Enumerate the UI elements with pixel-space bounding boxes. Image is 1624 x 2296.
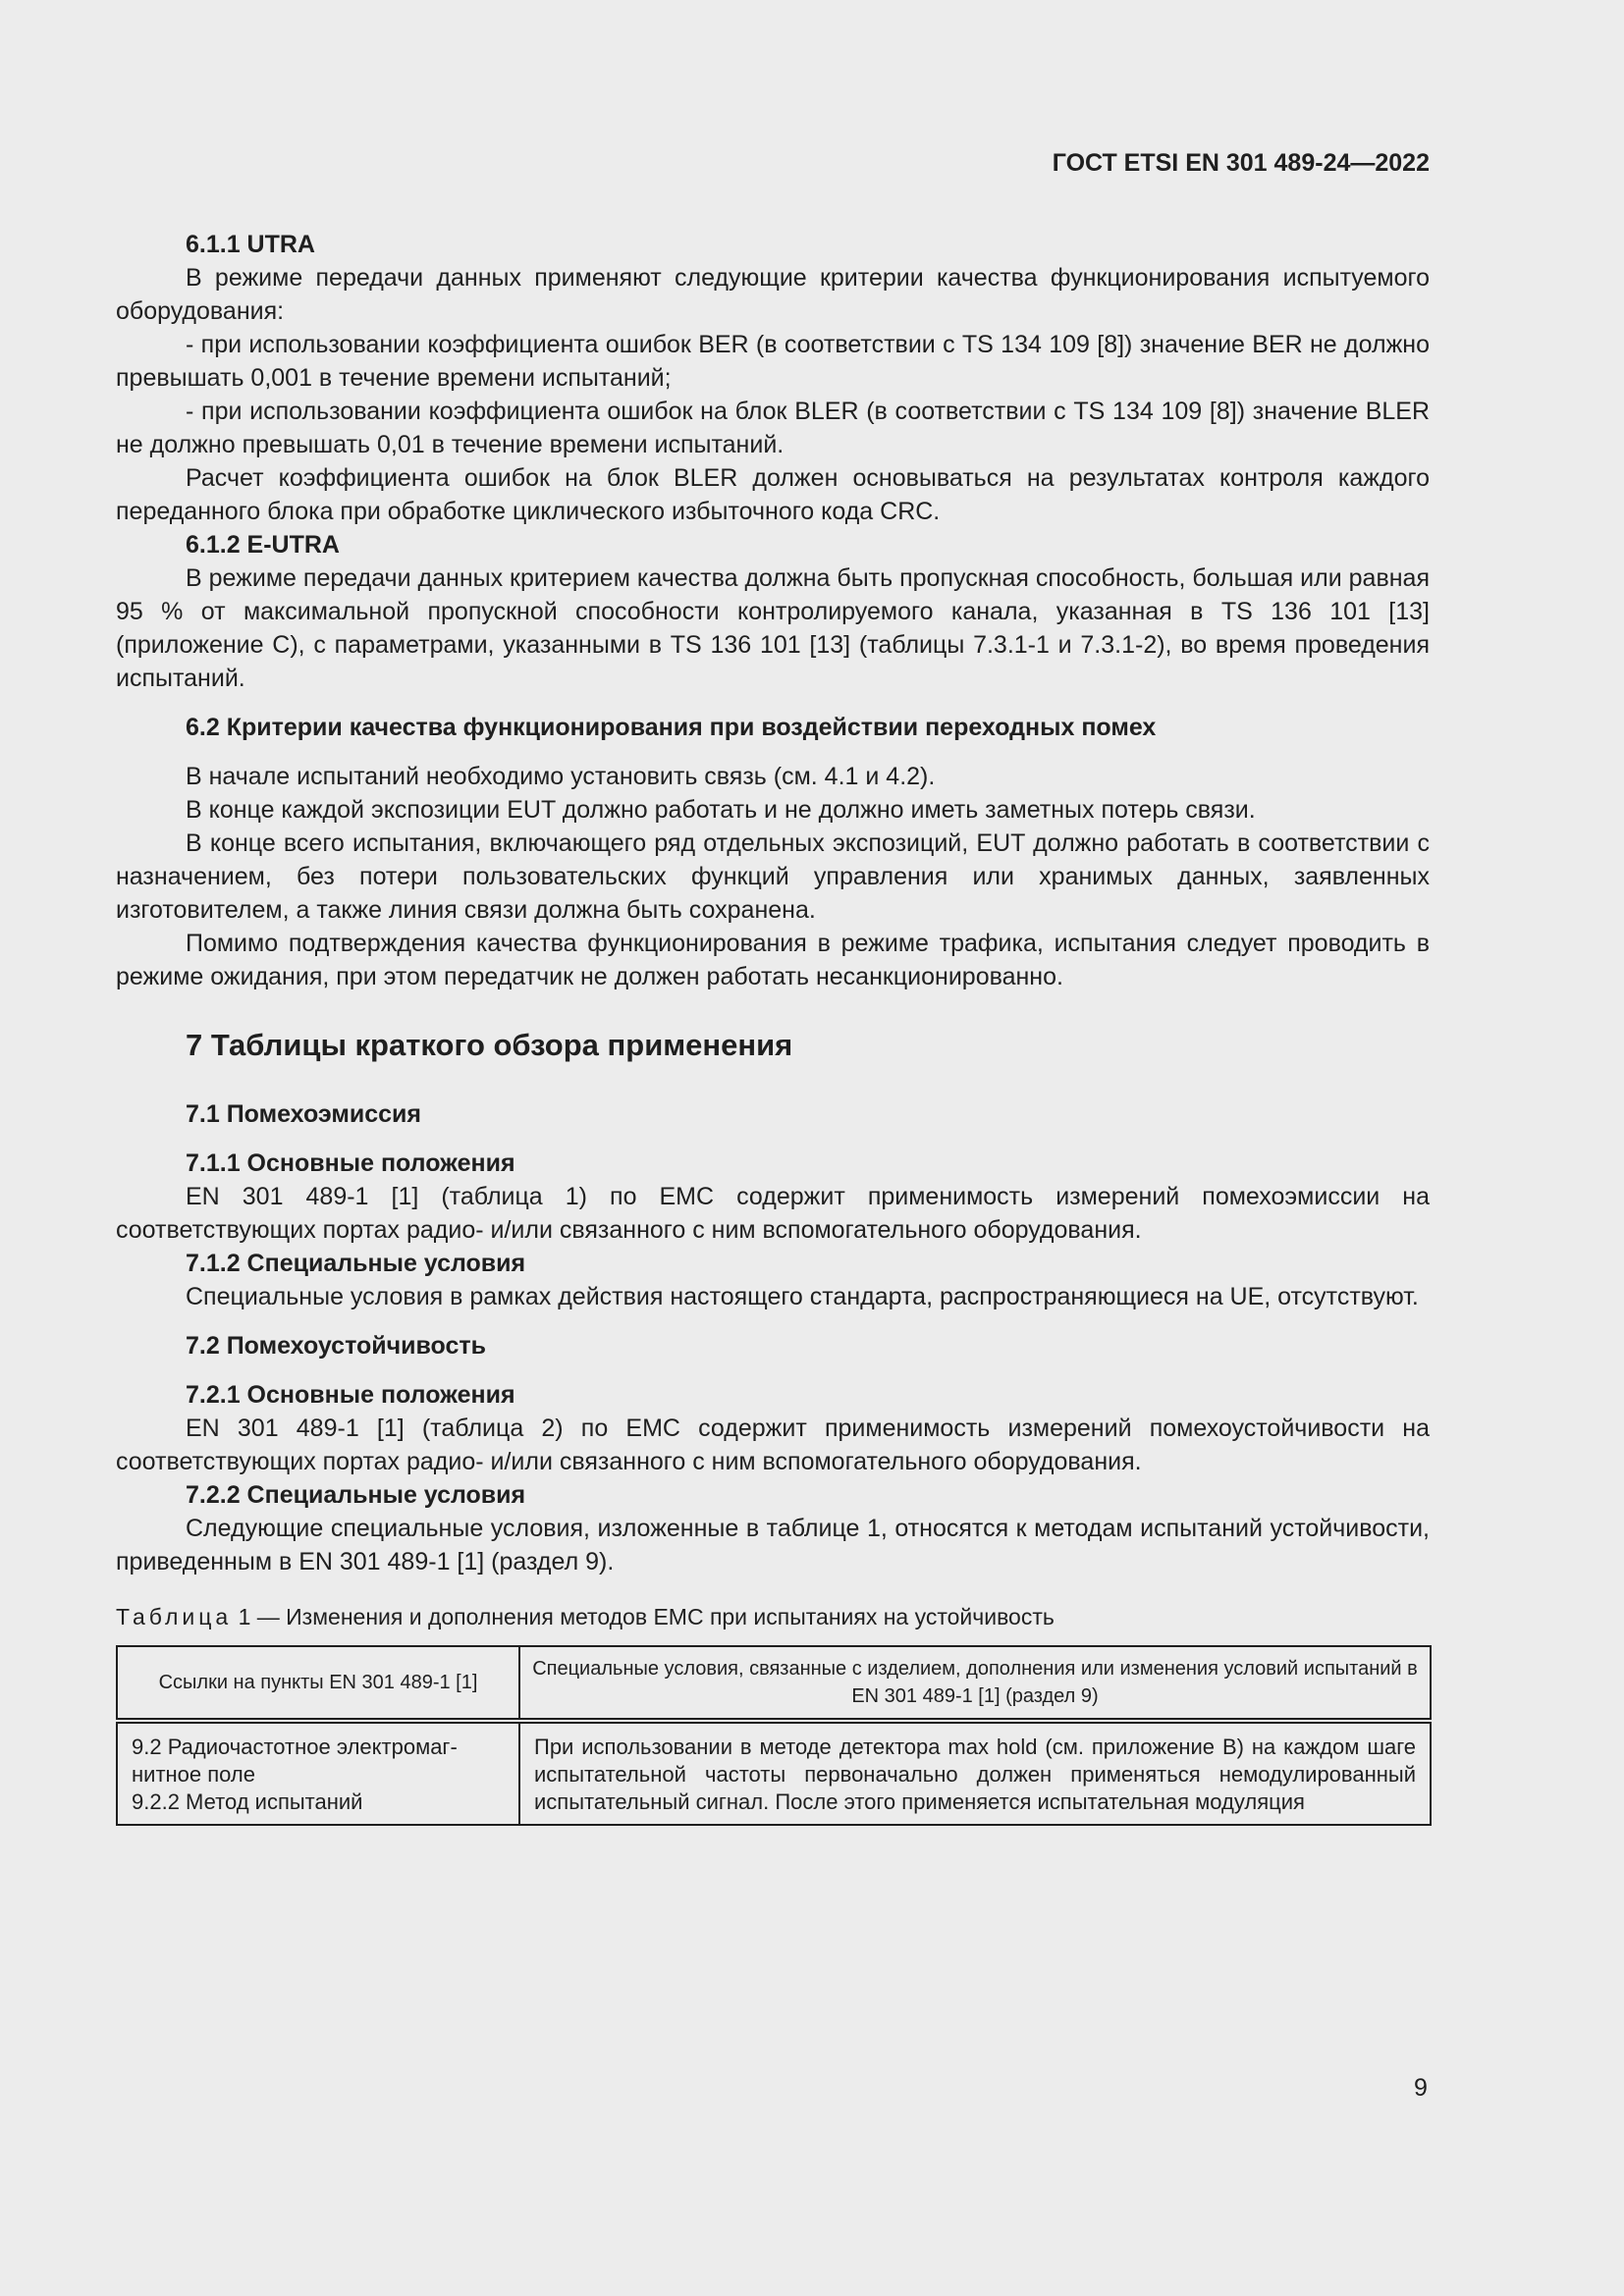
heading-7-2-2: 7.2.2 Специальные условия [186, 1481, 526, 1509]
heading-6-2: 6.2 Критерии качества функционирования при воздействии переходных помех [186, 714, 1157, 741]
paragraph: В режиме передачи данных критерием качества должна быть пропускная способность, большая или равная 95 % от максимальной пропускной способности контролируемого канала, указанная в TS 136 101 [13] (приложение С), с параметрами, указанными в TS 136 101 [13] (таблицы 7.3.1-1 и 7.3.1-2), во время проведения испытаний. [116, 564, 1430, 692]
page-number: 9 [1414, 2074, 1428, 2102]
heading-7-1: 7.1 Помехоэмиссия [186, 1100, 422, 1128]
heading-7-1-2: 7.1.2 Специальные условия [186, 1250, 526, 1277]
standard-header: ГОСТ ETSI EN 301 489-24—2022 [1052, 149, 1430, 177]
table-row [117, 1721, 1431, 1825]
heading-7-1-1: 7.1.1 Основные положения [186, 1149, 515, 1177]
ref-line: 9.2 Радиочастотное электромаг- [132, 1735, 458, 1759]
table-1 [116, 1645, 1432, 1826]
paragraph: EN 301 489-1 [1] (таблица 1) по ЕМС содержит применимость измерений помехоэмиссии на соответствующих портах радио- и/или связанного с ним вспомогательного оборудования. [116, 1183, 1430, 1244]
heading-6-1-1: 6.1.1 UTRA [186, 231, 315, 258]
paragraph: В конце всего испытания, включающего ряд отдельных экспозиций, EUT должно работать в соответствии с назначением, без потери пользовательских функций управления или хранимых данных, заявленных изготовителем, а также линия связи должна быть сохранена. [116, 829, 1430, 924]
column-header-conditions: Специальные условия, связанные с изделием, дополнения или изменения условий испытаний в EN 301 489-1 [1] (раздел 9) [519, 1646, 1431, 1721]
ref-line: 9.2.2 Метод испытаний [132, 1789, 363, 1814]
table-caption [116, 1600, 1430, 1633]
paragraph: Расчет коэффициента ошибок на блок BLER должен основываться на результатах контроля каждого переданного блока при обработке циклического избыточного кода CRC. [116, 464, 1430, 525]
paragraph: EN 301 489-1 [1] (таблица 2) по ЕМС содержит применимость измерений помехоустойчивости на соответствующих портах радио- и/или связанного с ним вспомогательного оборудования. [116, 1415, 1430, 1475]
table-cell-conditions: При использовании в методе детектора max hold (см. приложение B) на каждом шаге испытательной частоты первоначально должен применяться немодулированный испытательный сигнал. После этого применяется испытательная модуляция [519, 1721, 1431, 1825]
paragraph: В начале испытаний необходимо установить связь (см. 4.1 и 4.2). [186, 763, 936, 790]
table-header-row [117, 1646, 1431, 1721]
paragraph: - при использовании коэффициента ошибок BER (в соответствии с TS 134 109 [8]) значение BER не должно превышать 0,001 в течение времени испытаний; [116, 331, 1430, 392]
paragraph: В режиме передачи данных применяют следующие критерии качества функционирования испытуемого оборудования: [116, 264, 1430, 325]
column-header-refs: Ссылки на пункты EN 301 489-1 [1] [117, 1646, 519, 1721]
heading-7: 7 Таблицы краткого обзора применения [186, 1028, 793, 1062]
table-cell-refs [117, 1721, 519, 1825]
paragraph: - при использовании коэффициента ошибок на блок BLER (в соответствии с TS 134 109 [8]) значение BLER не должно превышать 0,01 в течение времени испытаний. [116, 398, 1430, 458]
heading-7-2: 7.2 Помехоустойчивость [186, 1332, 487, 1360]
paragraph: Следующие специальные условия, изложенные в таблице 1, относятся к методам испытаний устойчивости, приведенным в EN 301 489-1 [1] (раздел 9). [116, 1515, 1430, 1575]
table-caption-label: Таблица [116, 1604, 233, 1629]
heading-7-2-1: 7.2.1 Основные положения [186, 1381, 515, 1409]
heading-6-1-2: 6.1.2 E-UTRA [186, 531, 340, 559]
ref-line: нитное поле [132, 1762, 255, 1787]
paragraph: В конце каждой экспозиции EUT должно работать и не должно иметь заметных потерь связи. [186, 796, 1256, 824]
paragraph: Помимо подтверждения качества функционирования в режиме трафика, испытания следует проводить в режиме ожидания, при этом передатчик не должен работать несанкционированно. [116, 930, 1430, 990]
paragraph: Специальные условия в рамках действия настоящего стандарта, распространяющиеся на UE, отсутствуют. [186, 1283, 1419, 1310]
page-content [116, 228, 1430, 1826]
table-caption-text: 1 — Изменения и дополнения методов ЕМС при испытаниях на устойчивость [238, 1604, 1055, 1629]
